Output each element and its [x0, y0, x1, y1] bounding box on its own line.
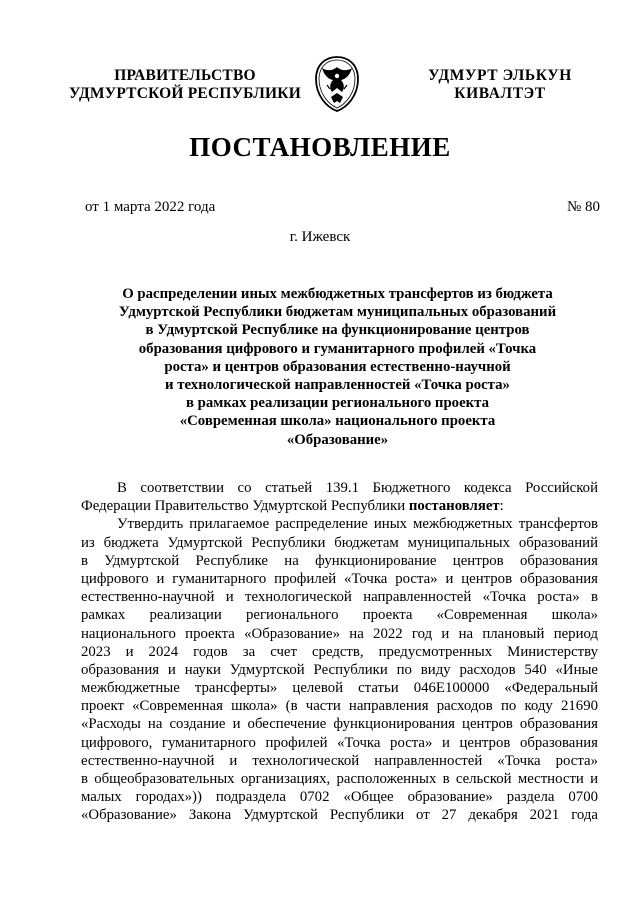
body-line: Утвердить прилагаемое распределение иных межбюджетных трансфертов	[117, 516, 598, 533]
title-line: и технологической направленностей «Точка роста»	[165, 377, 510, 394]
body-line: образования и науки Удмуртской Республики по виду расходов 540 «Иные	[81, 661, 598, 678]
body-line: рамках реализации регионального проекта «Современная школа»	[81, 607, 598, 624]
title-line: в рамках реализации регионального проекта	[185, 395, 490, 412]
government-name-line: УДМУРТ ЭЛЬКУН	[428, 67, 572, 84]
document-city: г. Ижевск	[289, 229, 351, 245]
document-type-heading: ПОСТАНОВЛЕНИЕ	[189, 132, 451, 162]
document-date: от 1 марта 2022 года	[85, 199, 216, 215]
document-title	[80, 285, 595, 449]
body-text: :	[499, 498, 504, 515]
body-line: проект «Современная школа» (в части направления расходов по коду 21690	[81, 698, 598, 715]
body-line: в общеобразовательных организациях, расположенных в сельской местности и	[81, 771, 598, 787]
document-number: № 80	[566, 199, 600, 215]
body-line: «Образование» Закона Удмуртской Республики от 27 декабря 2021 года	[81, 807, 598, 824]
body-line: из бюджета Удмуртской Республики бюджетам муниципальных образований	[81, 534, 598, 551]
body-line: естественно-научной и технологической направленностей «Точка роста» в	[81, 589, 598, 606]
title-line: Удмуртской Республики бюджетам муниципальных образований	[118, 304, 557, 321]
body-line: национального проекта «Образование» на 2022 год и на плановый период	[81, 625, 598, 642]
body-line: «Расходы на создание и обеспечение функционирования центров образования	[81, 716, 598, 733]
body-line: малых городах»)) подраздела 0702 «Общее образование» раздела 0700	[81, 789, 598, 806]
decree-verb: постановляет	[408, 498, 500, 515]
document-body	[81, 479, 598, 825]
title-line: О распределении иных межбюджетных трансфертов из бюджета	[122, 286, 553, 302]
udmurt-coat-of-arms-icon	[313, 55, 361, 113]
body-line	[81, 497, 598, 515]
body-line: В соответствии со статьей 139.1 Бюджетного кодекса Российской	[117, 480, 598, 496]
title-line: «Современная школа» национального проекта	[179, 413, 496, 430]
government-name-line: ПРАВИТЕЛЬСТВО	[114, 67, 256, 84]
title-line: в Удмуртской Республике на функционирование центров	[145, 322, 530, 339]
body-line: цифрового и гуманитарного профилей «Точка роста» и центров образования	[81, 570, 598, 587]
body-line: в Удмуртской Республике на функционирование центров образования	[81, 552, 598, 569]
body-line: межбюджетные трансферты» целевой статьи 046Е100000 «Федеральный	[81, 680, 598, 697]
body-line: 2023 и 2024 годов за счет средств, предусмотренных Министерству	[81, 643, 598, 660]
government-name-line: УДМУРТСКОЙ РЕСПУБЛИКИ	[69, 85, 301, 102]
government-name-russian	[60, 67, 310, 103]
body-line: цифрового, гуманитарного профилей «Точка роста» и центров образования	[81, 734, 598, 751]
government-name-udmurt	[380, 67, 620, 103]
body-text: Федерации Правительство Удмуртской Республики	[81, 498, 406, 515]
title-line: «Образование»	[286, 431, 389, 448]
title-line: образования цифрового и гуманитарного профилей «Точка	[138, 340, 537, 357]
title-line: роста» и центров образования естественно-научной	[164, 358, 511, 375]
government-name-line: КИВАЛТЭТ	[454, 85, 546, 102]
body-line: естественно-научной и технологической направленностей «Точка роста»	[81, 752, 598, 769]
